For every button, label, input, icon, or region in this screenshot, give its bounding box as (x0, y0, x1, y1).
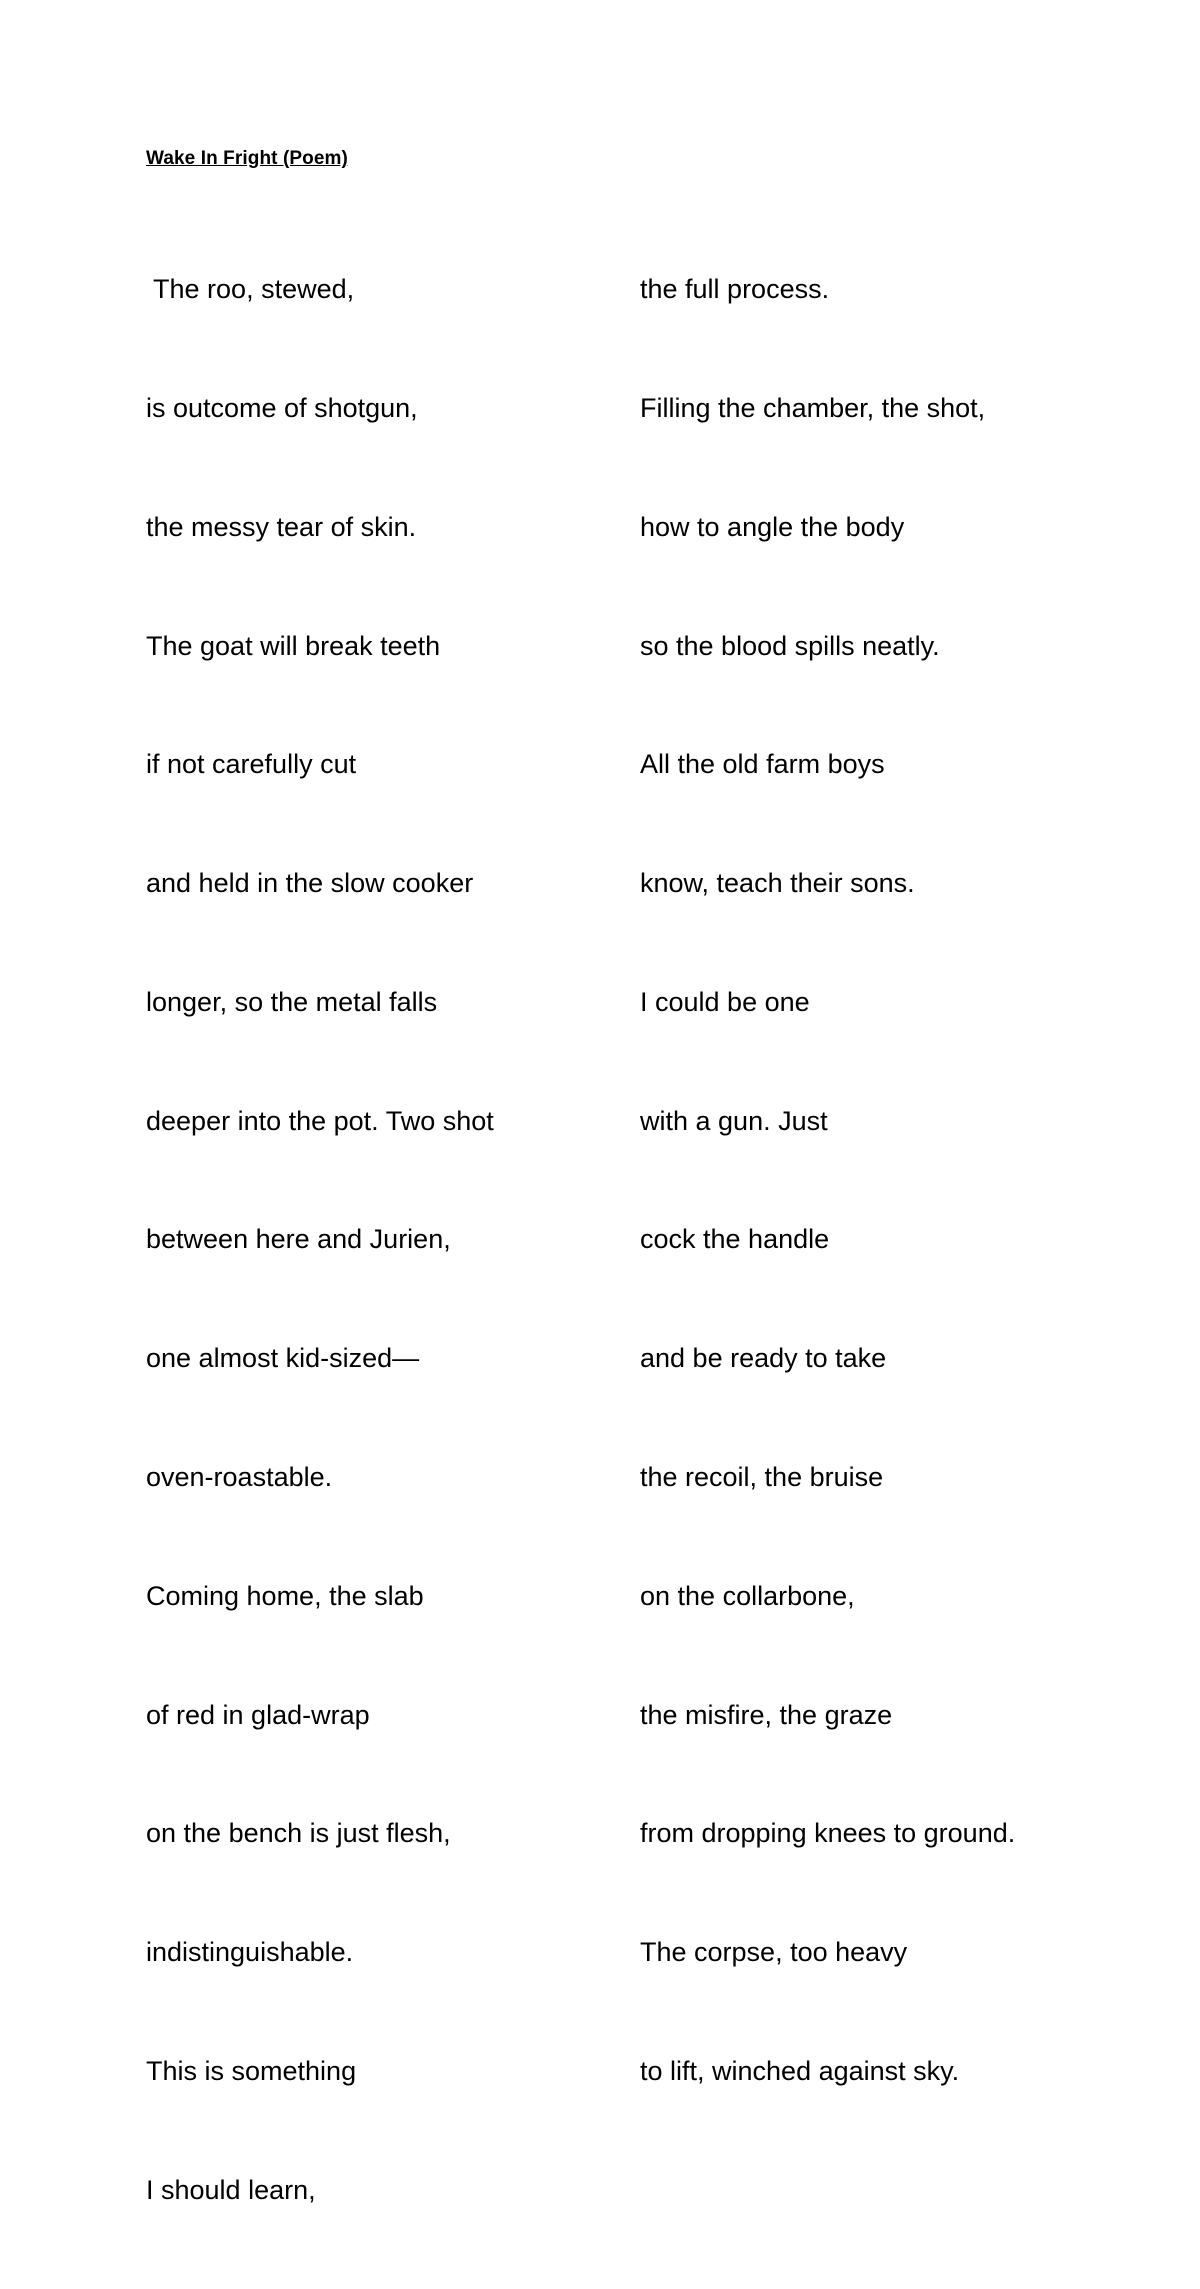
poem-line: so the blood spills neatly. (640, 630, 940, 661)
poem-line: I could be one (640, 986, 810, 1017)
poem-line: I should learn, (146, 2174, 316, 2205)
poem-line: indistinguishable. (146, 1937, 354, 1968)
poem-line: the misfire, the graze (640, 1699, 893, 1730)
poem-line: if not carefully cut (146, 749, 357, 780)
poem-line: the recoil, the bruise (640, 1462, 884, 1492)
poem-line: Filling the chamber, the shot, (640, 392, 986, 423)
poem-line: and held in the slow cooker (146, 868, 474, 899)
poem-line: with a gun. Just (640, 1105, 828, 1136)
poem-line: know, teach their sons. (640, 868, 915, 899)
poem-line: This is something (146, 2055, 357, 2086)
poem-column-left (146, 191, 494, 2289)
poem-line: deeper into the pot. Two shot (146, 1105, 494, 1136)
poem-line: the messy tear of skin. (146, 511, 417, 542)
poem-line: on the collarbone, (640, 1580, 855, 1611)
poem-line: one almost kid-sized— (146, 1343, 420, 1374)
poem-line: is outcome of shotgun, (146, 392, 418, 423)
poem-line: All the old farm boys (640, 749, 885, 780)
poem-line: from dropping knees to ground. (640, 1818, 1016, 1849)
poem-line: cock the handle (640, 1224, 830, 1255)
poem-line: to lift, winched against sky. (640, 2055, 960, 2086)
poem-line: the full process. (640, 274, 830, 305)
poem-line: The corpse, too heavy (640, 1937, 908, 1968)
poem-line: Coming home, the slab (146, 1580, 424, 1611)
poem-line: The roo, stewed, (146, 274, 355, 305)
poem-line: between here and Jurien, (146, 1224, 451, 1255)
poem-line: of red in glad-wrap (146, 1699, 370, 1730)
poem-line: The goat will break teeth (146, 630, 441, 661)
poem-line: on the bench is just flesh, (146, 1818, 451, 1849)
poem-line: and be ready to take (640, 1343, 887, 1374)
poem-title: Wake In Fright (Poem) (146, 148, 348, 169)
poem-column-right (640, 191, 1015, 2171)
poem-line: longer, so the metal falls (146, 986, 438, 1017)
poem-line: oven-roastable. (146, 1462, 333, 1492)
poem-line: how to angle the body (640, 511, 905, 542)
